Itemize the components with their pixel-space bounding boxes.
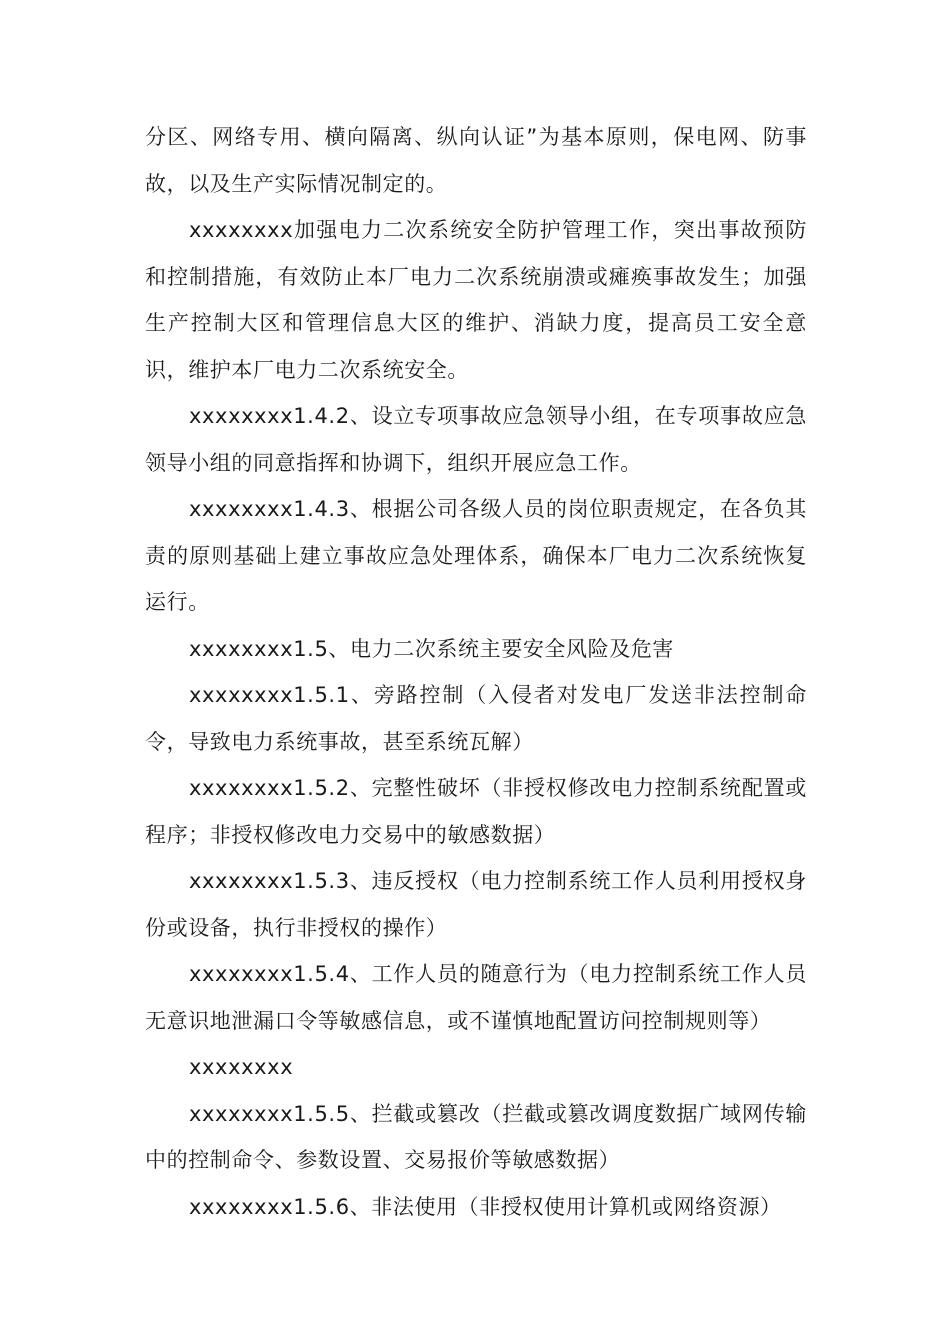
paragraph-1-5-2: xxxxxxxx1.5.2、完整性破坏（非授权修改电力控制系统配置或程序；非授权修改电力交易中的敏感数据）: [145, 776, 807, 847]
paragraph-1-4-2: xxxxxxxx1.4.2、设立专项事故应急领导小组，在专项事故应急领导小组的同意指挥和协调下，组织开展应急工作。: [145, 404, 807, 475]
paragraph-purpose: xxxxxxxx加强电力二次系统安全防护管理工作，突出事故预防和控制措施，有效防止本厂电力二次系统崩溃或瘫痪事故发生；加强生产控制大区和管理信息大区的维护、消缺力度，提高员工安全意识，维护本厂电力二次系统安全。: [145, 218, 807, 382]
paragraph-placeholder: xxxxxxxx: [189, 1055, 294, 1079]
paragraph-1-5-3: xxxxxxxx1.5.3、违反授权（电力控制系统工作人员利用授权身份或设备，执行非授权的操作）: [145, 869, 807, 940]
paragraph-1-5-6: xxxxxxxx1.5.6、非法使用（非授权使用计算机或网络资源）: [189, 1194, 782, 1219]
paragraph-continuation: 分区、网络专用、横向隔离、纵向认证”为基本原则，保电网、防事故，以及生产实际情况制定的。: [145, 125, 807, 196]
heading-1-5: xxxxxxxx1.5、电力二次系统主要安全风险及危害: [189, 636, 675, 661]
paragraph-1-5-5: xxxxxxxx1.5.5、拦截或篡改（拦截或篡改调度数据广域网传输中的控制命令、参数设置、交易报价等敏感数据）: [145, 1101, 807, 1172]
paragraph-1-5-1: xxxxxxxx1.5.1、旁路控制（入侵者对发电厂发送非法控制命令，导致电力系统事故，甚至系统瓦解）: [145, 683, 807, 754]
paragraph-1-5-4: xxxxxxxx1.5.4、工作人员的随意行为（电力控制系统工作人员无意识地泄漏口令等敏感信息，或不谨慎地配置访问控制规则等）: [145, 962, 807, 1033]
paragraph-1-4-3: xxxxxxxx1.4.3、根据公司各级人员的岗位职责规定，在各负其责的原则基础上建立事故应急处理体系，确保本厂电力二次系统恢复运行。: [145, 497, 807, 614]
document-body: [145, 114, 807, 1230]
